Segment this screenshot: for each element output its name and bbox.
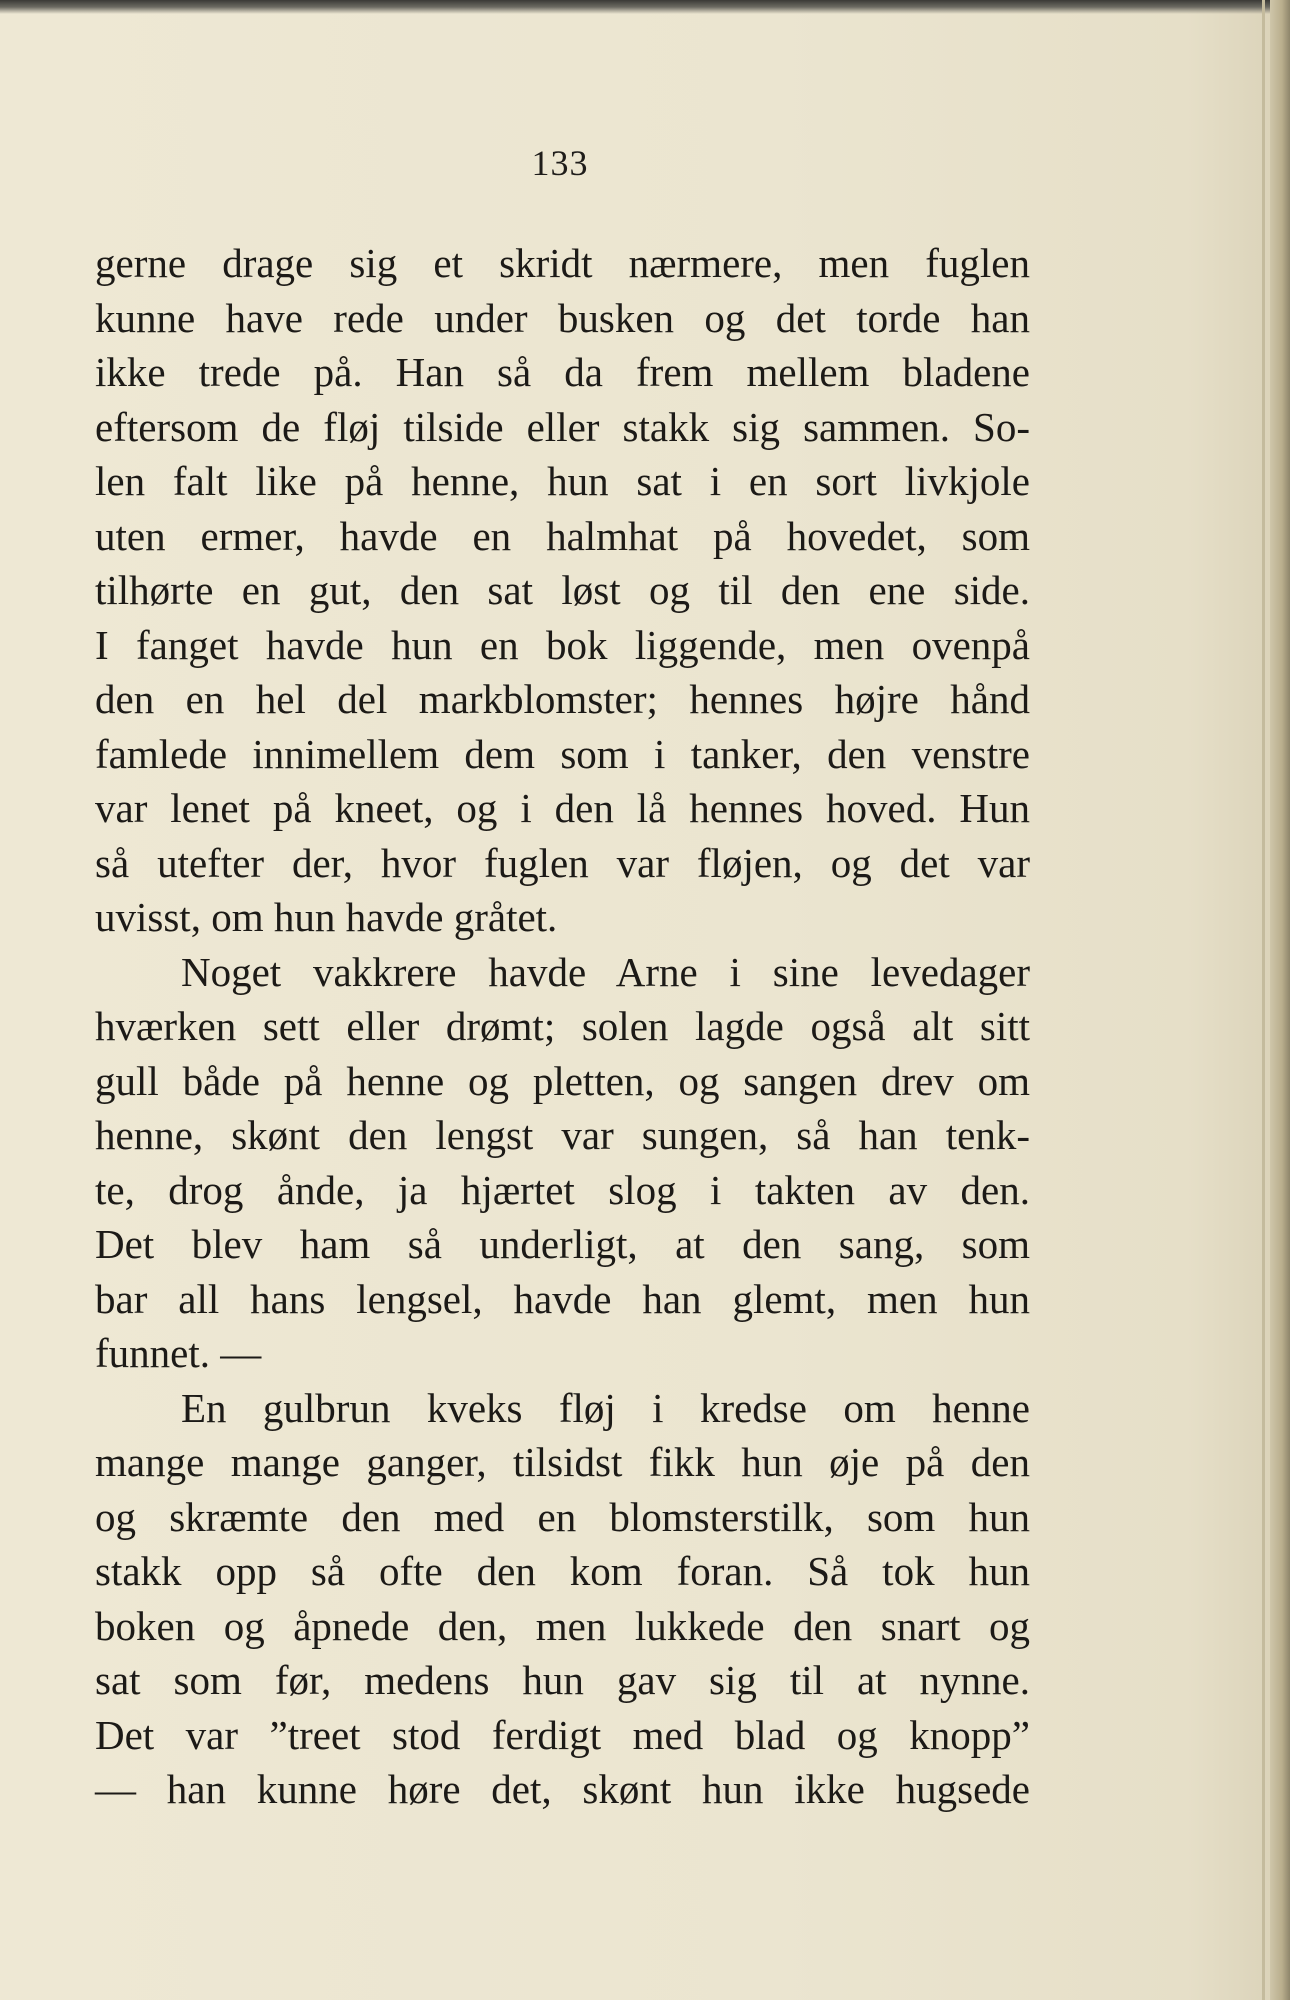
text-line: sat som før, medens hun gav sig til at nynne.	[95, 1657, 1030, 1703]
text-line: famlede innimellem dem som i tanker, den venstre	[95, 730, 1030, 777]
text-line: hværken sett eller drømt; solen lagde også alt sitt	[95, 1003, 1030, 1049]
text-line: Det blev ham så underligt, at den sang, som	[95, 1221, 1030, 1267]
text-line: eftersom de fløj tilside eller stakk sig sammen. So-	[95, 403, 1030, 450]
text-line: boken og åpnede den, men lukkede den snart og	[95, 1602, 1030, 1649]
text-line: og skræmte den med en blomsterstilk, som hun	[95, 1493, 1030, 1540]
page-top-edge	[0, 0, 1290, 14]
text-line: Noget vakkrere havde Arne i sine levedager	[181, 948, 1030, 995]
text-line: mange mange ganger, tilsidst fikk hun øje på den	[95, 1439, 1030, 1485]
text-line: uvisst, om hun havde gråtet.	[95, 894, 558, 940]
text-line: stakk opp så ofte den kom foran. Så tok hun	[95, 1548, 1030, 1594]
text-line: gull både på henne og pletten, og sangen drev om	[95, 1057, 1030, 1104]
text-line: den en hel del markblomster; hennes højre hånd	[95, 676, 1030, 722]
text-line: uten ermer, havde en halmhat på hovedet, som	[95, 512, 1030, 559]
page-fold-line	[1262, 0, 1265, 2000]
text-line: var lenet på kneet, og i den lå hennes hoved. Hun	[95, 785, 1030, 831]
body-text	[95, 236, 1030, 1817]
page-number: 133	[531, 143, 589, 183]
text-line: så utefter der, hvor fuglen var fløjen, og det var	[95, 839, 1030, 886]
text-line: bar all hans lengsel, havde han glemt, men hun	[95, 1275, 1030, 1322]
page-right-edge	[1270, 0, 1290, 2000]
text-line: I fanget havde hun en bok liggende, men ovenpå	[95, 621, 1030, 668]
text-line: funnet. —	[95, 1330, 262, 1376]
text-line: len falt like på henne, hun sat i en sort livkjole	[95, 458, 1030, 504]
text-line: tilhørte en gut, den sat løst og til den ene side.	[95, 567, 1030, 613]
text-line: — han kunne høre det, skønt hun ikke hugsede	[95, 1766, 1030, 1812]
text-line: Det var ”treet stod ferdigt med blad og knopp”	[95, 1711, 1030, 1758]
text-line: gerne drage sig et skridt nærmere, men fuglen	[95, 240, 1030, 286]
text-line: ikke trede på. Han så da frem mellem bladene	[95, 349, 1030, 395]
text-line: En gulbrun kveks fløj i kredse om henne	[181, 1384, 1030, 1431]
text-line: henne, skønt den lengst var sungen, så han tenk-	[95, 1112, 1030, 1158]
text-line: kunne have rede under busken og det torde han	[95, 294, 1030, 341]
text-line: te, drog ånde, ja hjærtet slog i takten av den.	[95, 1166, 1030, 1213]
